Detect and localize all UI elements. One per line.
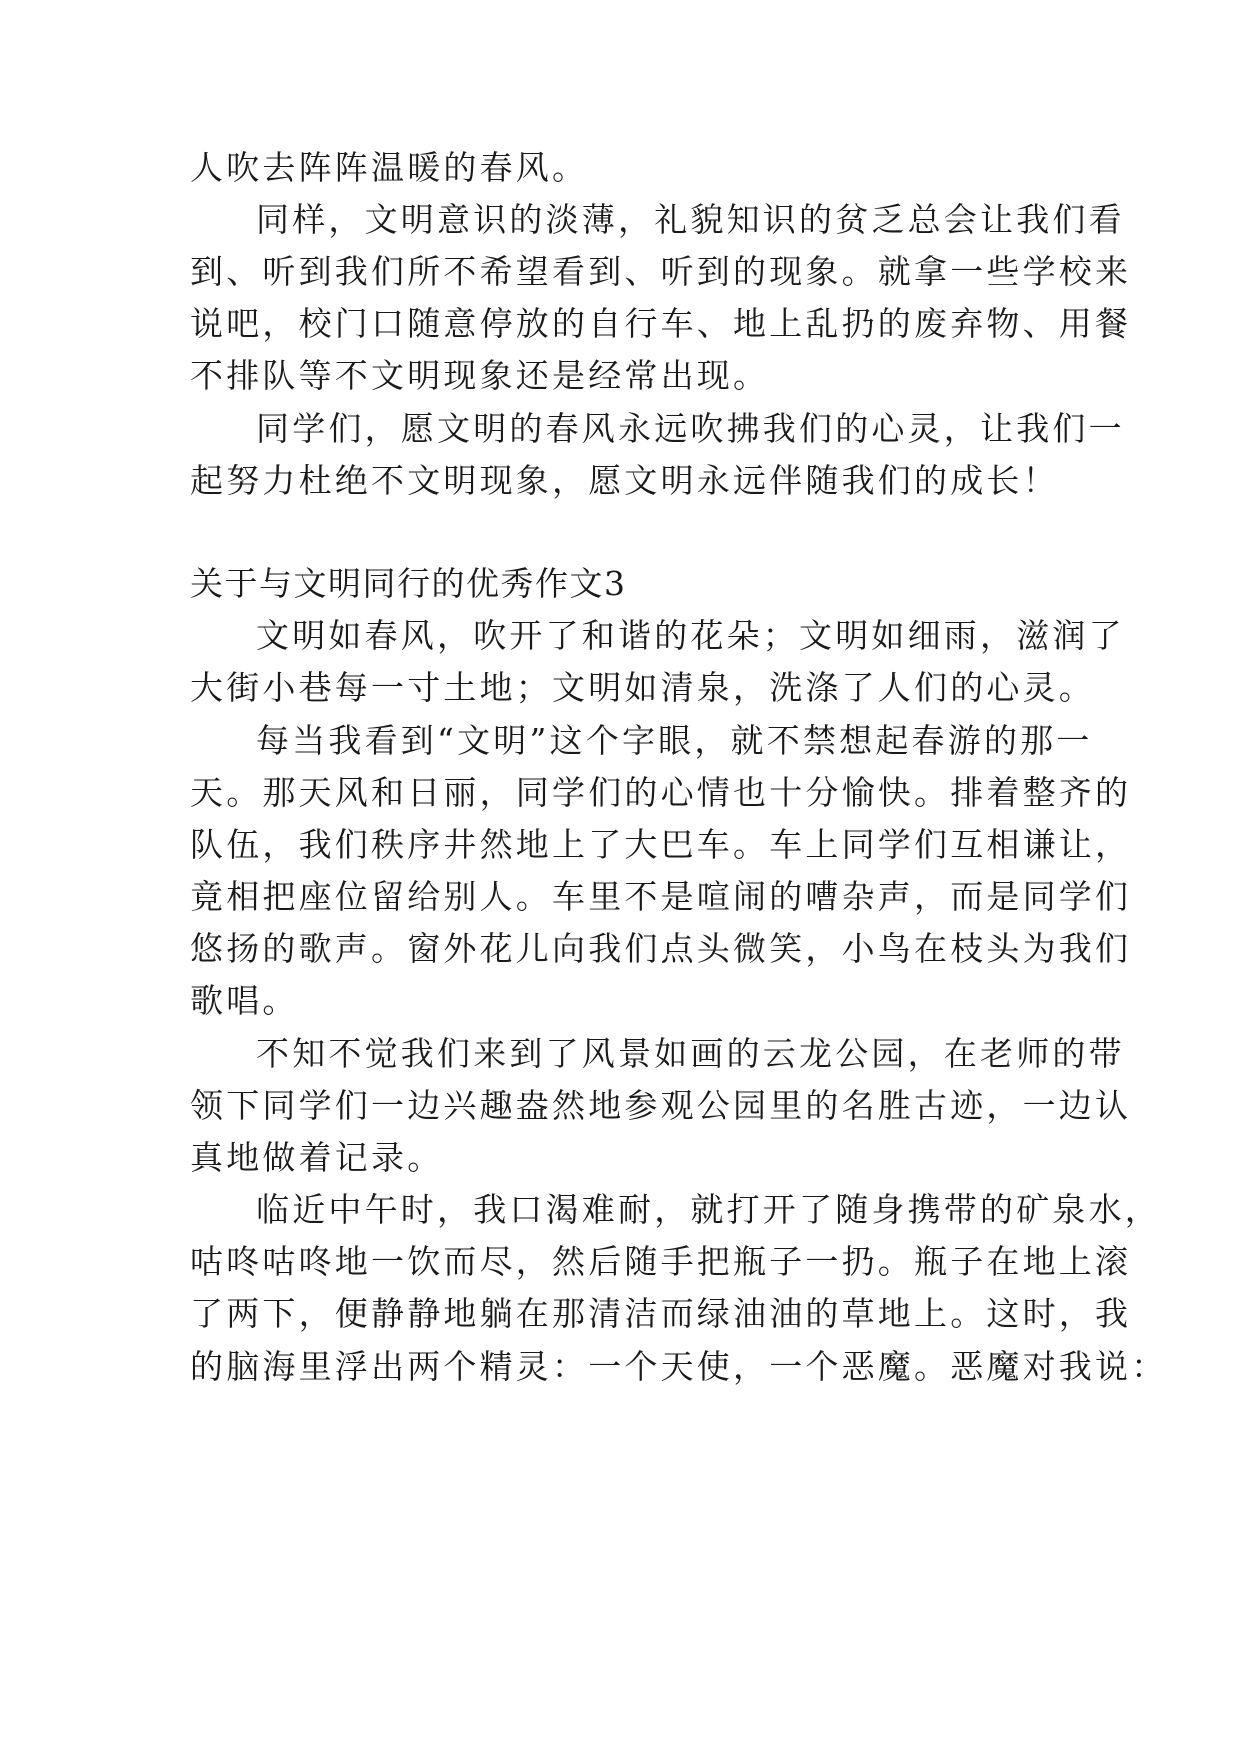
text-line: 的脑海里浮出两个精灵：一个天使，一个恶魔。恶魔对我说： xyxy=(190,1347,1168,1386)
text-line: 说吧，校门口随意停放的自行车、地上乱扔的废弃物、用餐 xyxy=(190,304,1132,343)
text-line: 竟相把座位留给别人。车里不是喧闹的嘈杂声，而是同学们 xyxy=(190,877,1132,916)
text-line: 到、听到我们所不希望看到、听到的现象。就拿一些学校来 xyxy=(190,252,1132,291)
text-line: 真地做着记录。 xyxy=(190,1138,444,1177)
text-line: 歌唱。 xyxy=(190,981,299,1020)
paragraph-first-line: 同学们，愿文明的春风永远吹拂我们的心灵，让我们一 xyxy=(256,409,1125,448)
paragraph-first-line: 临近中午时，我口渴难耐，就打开了随身携带的矿泉水， xyxy=(256,1190,1161,1229)
text-line: 了两下，便静静地躺在那清洁而绿油油的草地上。这时，我 xyxy=(190,1294,1132,1333)
text-line: 人吹去阵阵温暖的春风。 xyxy=(190,148,589,187)
text-line: 不排队等不文明现象还是经常出现。 xyxy=(190,356,770,395)
text-line: 起努力杜绝不文明现象，愿文明永远伴随我们的成长！ xyxy=(190,461,1059,500)
text-line: 悠扬的歌声。窗外花儿向我们点头微笑，小鸟在枝头为我们 xyxy=(190,929,1132,968)
paragraph-first-line: 同样，文明意识的淡薄，礼貌知识的贫乏总会让我们看 xyxy=(256,200,1125,239)
text-line: 队伍，我们秩序井然地上了大巴车。车上同学们互相谦让， xyxy=(190,825,1132,864)
paragraph-first-line: 每当我看到“文明”这个字眼，就不禁想起春游的那一 xyxy=(256,721,1093,760)
text-line: 大街小巷每一寸土地；文明如清泉，洗涤了人们的心灵。 xyxy=(190,668,1095,707)
text-line: 领下同学们一边兴趣盎然地参观公园里的名胜古迹，一边认 xyxy=(190,1086,1132,1125)
text-line: 天。那天风和日丽，同学们的心情也十分愉快。排着整齐的 xyxy=(190,773,1132,812)
text-line: 咕咚咕咚地一饮而尽，然后随手把瓶子一扔。瓶子在地上滚 xyxy=(190,1242,1132,1281)
paragraph-first-line: 文明如春风，吹开了和谐的花朵；文明如细雨，滋润了 xyxy=(256,616,1125,655)
paragraph-first-line: 不知不觉我们来到了风景如画的云龙公园，在老师的带 xyxy=(256,1034,1125,1073)
section-heading: 关于与文明同行的优秀作文3 xyxy=(190,564,627,603)
